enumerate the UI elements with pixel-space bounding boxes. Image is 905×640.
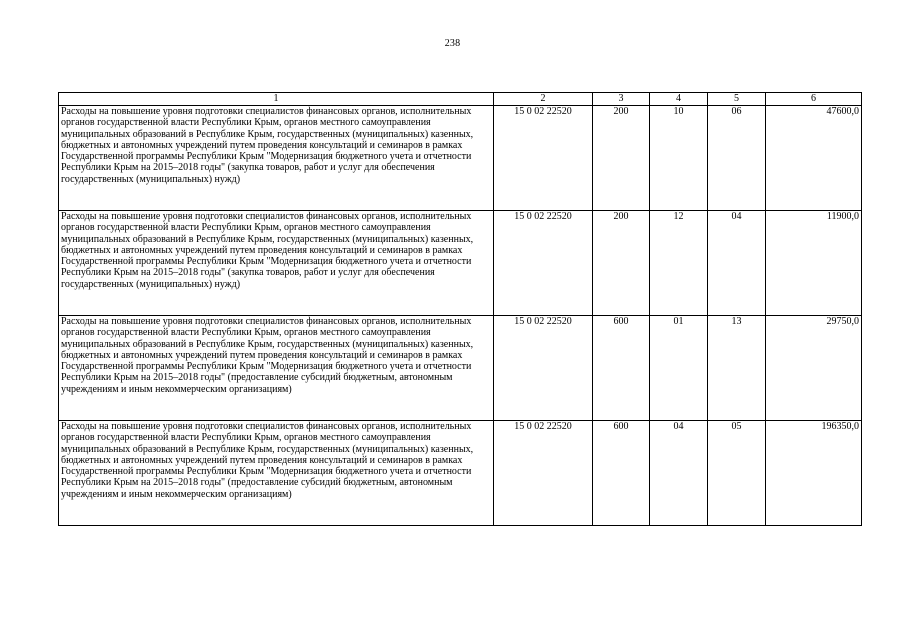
column-header-1: 1	[59, 93, 494, 106]
table-row	[59, 106, 862, 211]
column-header-5: 5	[708, 93, 766, 106]
table-row	[59, 421, 862, 526]
row-amount: 196350,0	[766, 421, 862, 526]
row-amount: 11900,0	[766, 211, 862, 316]
row-target-code: 15 0 02 22520	[494, 421, 593, 526]
column-header-3: 3	[593, 93, 650, 106]
row-target-code: 15 0 02 22520	[494, 211, 593, 316]
table-row	[59, 316, 862, 421]
row-subsection: 06	[708, 106, 766, 211]
budget-table	[58, 92, 862, 526]
row-subsection: 05	[708, 421, 766, 526]
column-header-6: 6	[766, 93, 862, 106]
page-number: 238	[444, 38, 461, 49]
row-subsection: 04	[708, 211, 766, 316]
row-expense-type: 600	[593, 316, 650, 421]
column-header-4: 4	[650, 93, 708, 106]
table-header-row	[59, 93, 862, 106]
row-amount: 47600,0	[766, 106, 862, 211]
row-expense-type: 600	[593, 421, 650, 526]
row-section: 04	[650, 421, 708, 526]
row-subsection: 13	[708, 316, 766, 421]
column-header-2: 2	[494, 93, 593, 106]
row-section: 10	[650, 106, 708, 211]
row-section: 12	[650, 211, 708, 316]
row-description: Расходы на повышение уровня подготовки специалистов финансовых органов, исполнительных органов государственной власти Республики Крым, органов местного самоуправления муниципальных образований в Республике Крым, государственных (муниципальных) казенных, бюджетных и автономных учреждений путем проведения консультаций и семинаров в рамках Государственной программы Республики Крым "Модернизация бюджетного учета и отчетности Республики Крым на 2015–2018 годы" (закупка товаров, работ и услуг для обеспечения государственных (муниципальных) нужд)	[59, 211, 494, 316]
row-expense-type: 200	[593, 211, 650, 316]
row-description: Расходы на повышение уровня подготовки специалистов финансовых органов, исполнительных органов государственной власти Республики Крым, органов местного самоуправления муниципальных образований в Республике Крым, государственных (муниципальных) казенных, бюджетных и автономных учреждений путем проведения консультаций и семинаров в рамках Государственной программы Республики Крым "Модернизация бюджетного учета и отчетности Республики Крым на 2015–2018 годы" (предоставление субсидий бюджетным, автономным учреждениям и иным некоммерческим организациям)	[59, 316, 494, 421]
row-section: 01	[650, 316, 708, 421]
row-amount: 29750,0	[766, 316, 862, 421]
row-description: Расходы на повышение уровня подготовки специалистов финансовых органов, исполнительных органов государственной власти Республики Крым, органов местного самоуправления муниципальных образований в Республике Крым, государственных (муниципальных) казенных, бюджетных и автономных учреждений путем проведения консультаций и семинаров в рамках Государственной программы Республики Крым "Модернизация бюджетного учета и отчетности Республики Крым на 2015–2018 годы" (закупка товаров, работ и услуг для обеспечения государственных (муниципальных) нужд)	[59, 106, 494, 211]
row-description: Расходы на повышение уровня подготовки специалистов финансовых органов, исполнительных органов государственной власти Республики Крым, органов местного самоуправления муниципальных образований в Республике Крым, государственных (муниципальных) казенных, бюджетных и автономных учреждений путем проведения консультаций и семинаров в рамках Государственной программы Республики Крым "Модернизация бюджетного учета и отчетности Республики Крым на 2015–2018 годы" (предоставление субсидий бюджетным, автономным учреждениям и иным некоммерческим организациям)	[59, 421, 494, 526]
table-row	[59, 211, 862, 316]
row-target-code: 15 0 02 22520	[494, 106, 593, 211]
row-expense-type: 200	[593, 106, 650, 211]
row-target-code: 15 0 02 22520	[494, 316, 593, 421]
